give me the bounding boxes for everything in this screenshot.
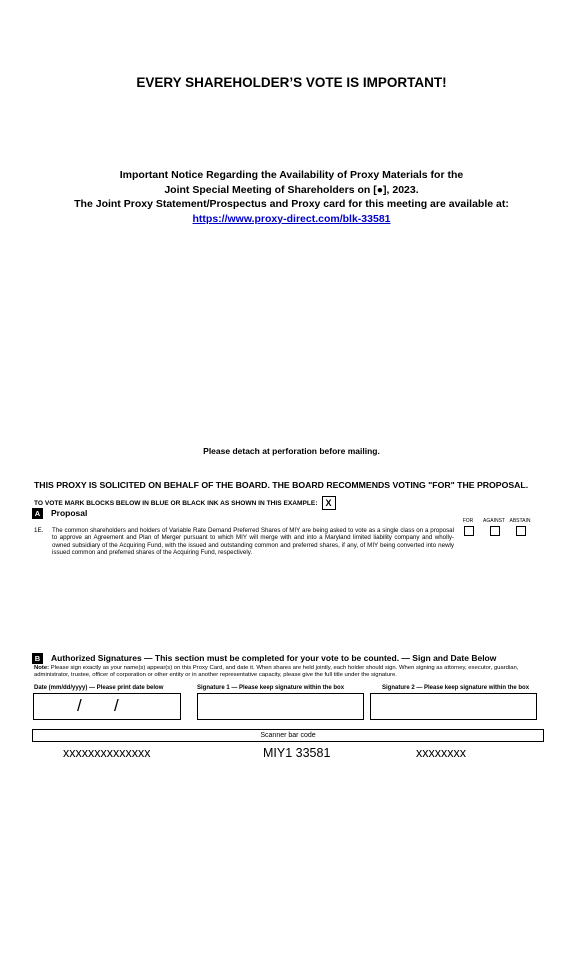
note-text: Please sign exactly as your name(s) appear(s) on this Proxy Card, and date it. When shares are held jointly, each holder should sign. When signing as attorney, executor, guardian, administrator, trustee, officer of corporation or other entity or in another representative capacity, please give the full title under the signature.	[34, 665, 519, 679]
code-left: xxxxxxxxxxxxxx	[63, 746, 151, 760]
note-label: Note:	[34, 665, 50, 671]
section-a-badge: A	[32, 508, 43, 519]
vote-instruction-text: TO VOTE MARK BLOCKS BELOW IN BLUE OR BLACK INK AS SHOWN IN THIS EXAMPLE:	[34, 499, 318, 507]
notice-line-1: Important Notice Regarding the Availability of Proxy Materials for the	[119, 169, 464, 181]
code-center: MIY1 33581	[263, 746, 331, 760]
section-a-title: Proposal	[51, 508, 88, 518]
column-header-against: AGAINST	[483, 518, 505, 524]
signature-1-box[interactable]	[197, 693, 364, 720]
vote-abstain-checkbox[interactable]	[516, 526, 526, 536]
section-b-title: Authorized Signatures — This section must be completed for your vote to be counted. — Sign and Date Below	[51, 653, 497, 663]
signature-note	[34, 665, 534, 680]
signature-2-label: Signature 2 — Please keep signature within the box	[382, 685, 530, 691]
proposal-number: 1E.	[34, 527, 44, 534]
example-mark-box: X	[322, 496, 336, 510]
scanner-barcode-area: Scanner bar code	[32, 729, 544, 742]
solicitation-statement: THIS PROXY IS SOLICITED ON BEHALF OF THE BOARD. THE BOARD RECOMMENDS VOTING "FOR" THE PROPOSAL.	[34, 480, 529, 490]
vote-against-checkbox[interactable]	[490, 526, 500, 536]
signature-2-box[interactable]	[370, 693, 537, 720]
notice-line-2: Joint Special Meeting of Shareholders on [●], 2023.	[164, 183, 419, 196]
date-separator-1: /	[77, 696, 82, 715]
date-field[interactable]	[33, 693, 181, 720]
proxy-materials-notice	[0, 168, 583, 226]
vote-for-checkbox[interactable]	[464, 526, 474, 536]
column-header-for: FOR	[462, 518, 474, 524]
proposal-text: The common shareholders and holders of Variable Rate Demand Preferred Shares of MIY are being asked to vote as a single class on a proposal to approve an Agreement and Plan of Merger pursuant to which MIY will merge with and into a Maryland limited liability company and wholly-owned subsidiary of the Acquiring Fund, with the issued and outstanding common and preferred shares, if any, of MIY being converted into newly issued common and preferred shares of the Acquiring Fund, respectively.	[52, 527, 454, 556]
section-b-badge: B	[32, 653, 43, 664]
proxy-materials-link[interactable]: https://www.proxy-direct.com/blk-33581	[192, 212, 391, 225]
code-right: xxxxxxxx	[416, 746, 466, 760]
detach-instruction: Please detach at perforation before mailing.	[203, 446, 380, 456]
notice-line-3: The Joint Proxy Statement/Prospectus and Proxy card for this meeting are available at:	[74, 198, 509, 210]
date-field-label: Date (mm/dd/yyyy) — Please print date below	[34, 685, 164, 691]
date-separator-2: /	[114, 696, 119, 715]
page-title: EVERY SHAREHOLDER’S VOTE IS IMPORTANT!	[136, 75, 447, 90]
column-header-abstain: ABSTAIN	[509, 518, 531, 524]
signature-1-label: Signature 1 — Please keep signature within the box	[197, 685, 345, 691]
